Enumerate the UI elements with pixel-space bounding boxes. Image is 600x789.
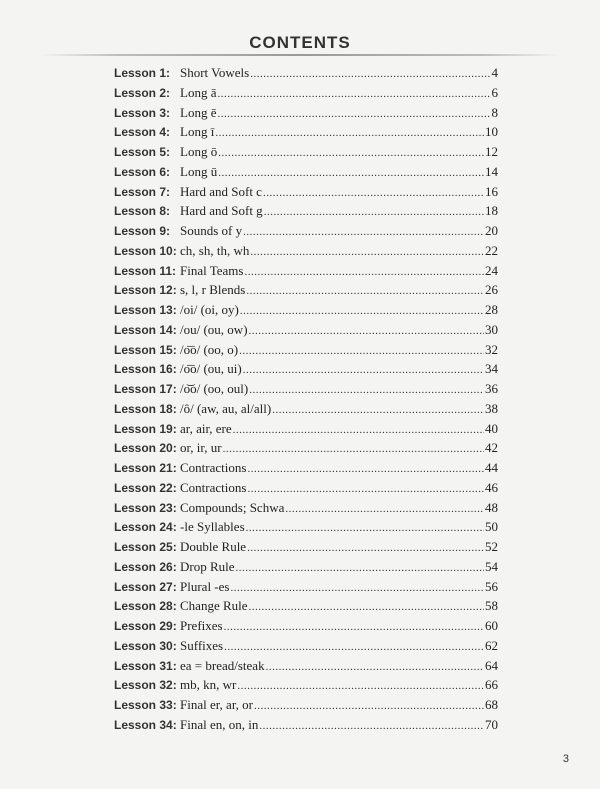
lesson-title: ea = bread/steak [180,657,265,673]
lesson-page-number: 64 [485,657,498,673]
dot-leader [215,124,484,144]
toc-entry [114,616,498,636]
lesson-title: or, ir, ur [180,440,222,456]
lesson-page-number: 36 [485,381,498,396]
lesson-title: Hard and Soft c [180,183,262,199]
dot-leader [244,263,484,283]
lesson-page-number: 42 [485,440,498,456]
dot-leader [240,302,484,322]
dot-leader [237,677,484,697]
lesson-page-number: 32 [485,341,498,357]
toc-entry [114,478,498,498]
lesson-title: /ou/ (ou, ow) [180,321,248,337]
dot-leader [246,282,484,302]
lesson-page-number: 28 [485,302,498,317]
toc-entry [114,261,498,281]
lesson-title: Contractions [180,479,247,495]
lesson-title: /oi/ (oi, oy) [180,302,239,317]
lesson-label: Lesson 14: [114,322,177,337]
lesson-page-number: 22 [485,242,498,258]
lesson-page-number: 52 [485,539,498,554]
dot-leader [223,440,484,460]
lesson-page-number: 60 [485,618,498,633]
toc-entry [114,419,498,439]
toc-entry [114,103,498,123]
lesson-label: Lesson 6: [114,164,171,179]
toc-entry [114,379,498,399]
toc-entry [114,241,498,261]
toc-entry [114,162,498,182]
title-divider [40,54,560,56]
lesson-label: Lesson 10: [114,243,177,258]
toc-entry [114,458,498,478]
dot-leader [259,717,484,737]
lesson-title: Plural -es [180,578,230,594]
toc-entry [114,577,498,597]
lesson-title: Final Teams [180,262,244,278]
lesson-title: /o͞o/ (ou, ui) [180,361,242,377]
lesson-page-number: 62 [485,637,498,653]
lesson-title: mb, kn, wr [180,677,237,693]
dot-leader [246,519,484,539]
lesson-label: Lesson 29: [114,619,177,633]
dot-leader [250,65,490,85]
lesson-title: /ô/ (aw, au, al/all) [180,400,272,416]
toc-entry [114,63,498,83]
lesson-page-number: 66 [485,677,498,693]
lesson-page-number: 4 [491,65,498,80]
lesson-title: Contractions [180,460,247,475]
toc-entry [114,498,498,518]
lesson-label: Lesson 33: [114,698,177,712]
lesson-label: Lesson 7: [114,184,171,199]
lesson-title: Hard and Soft g [180,203,263,219]
dot-leader [224,618,484,638]
lesson-label: Lesson 22: [114,480,177,495]
lesson-label: Lesson 19: [114,421,177,436]
lesson-label: Lesson 26: [114,559,177,574]
lesson-label: Lesson 21: [114,461,177,475]
toc-entry [114,300,498,320]
page-title: CONTENTS [249,33,351,52]
lesson-label: Lesson 9: [114,224,171,238]
dot-leader [250,243,484,263]
dot-leader [247,460,484,480]
lesson-label: Lesson 18: [114,401,177,416]
lesson-label: Lesson 34: [114,717,177,732]
dot-leader [249,381,484,401]
lesson-title: /o͝o/ (oo, oul) [180,381,249,396]
toc-entry [114,399,498,419]
lesson-label: Lesson 12: [114,283,177,298]
dot-leader [243,223,484,243]
lesson-page-number: 6 [491,84,498,100]
lesson-page-number: 20 [485,223,498,238]
lesson-title: Suffixes [180,637,224,653]
lesson-label: Lesson 17: [114,382,177,396]
lesson-label: Lesson 2: [114,85,171,100]
toc-entry [114,142,498,162]
lesson-label: Lesson 5: [114,145,171,159]
dot-leader [217,85,490,105]
lesson-page-number: 58 [485,598,498,614]
dot-leader [249,598,484,618]
toc-entry [114,182,498,202]
lesson-label: Lesson 31: [114,658,177,673]
dot-leader [264,203,484,223]
lesson-label: Lesson 20: [114,441,177,456]
lesson-title: Double Rule [180,539,247,554]
lesson-title: Drop Rule [180,558,235,574]
lesson-label: Lesson 8: [114,204,171,219]
lesson-page-number: 54 [485,558,498,574]
toc-entry [114,537,498,557]
lesson-page-number: 26 [485,282,498,298]
lesson-page-number: 12 [485,144,498,159]
lesson-title: Change Rule [180,598,248,614]
dot-leader [254,697,484,717]
lesson-label: Lesson 13: [114,303,177,317]
page-number: 3 [562,753,569,765]
lesson-label: Lesson 1: [114,66,171,80]
toc-entry [114,715,498,735]
lesson-page-number: 18 [485,203,498,219]
lesson-title: Final en, on, in [180,716,259,732]
toc-entry [114,320,498,340]
lesson-page-number: 48 [485,499,498,515]
toc-entry [114,83,498,103]
lesson-title: Long ē [180,104,217,120]
toc-entry [114,695,498,715]
toc-entry [114,122,498,142]
dot-leader [236,559,484,579]
dot-leader [249,322,484,342]
lesson-page-number: 14 [485,163,498,179]
dot-leader [285,500,484,520]
lesson-label: Lesson 32: [114,678,177,693]
toc-entry [114,596,498,616]
dot-leader [272,401,484,421]
dot-leader [233,421,484,441]
lesson-title: Long ū [180,163,218,179]
lesson-title: /o͞o/ (oo, o) [180,341,239,357]
dot-leader [230,579,484,599]
lesson-page-number: 44 [485,460,498,475]
lesson-label: Lesson 25: [114,540,177,554]
lesson-title: s, l, r Blends [180,282,246,298]
lesson-page-number: 68 [485,697,498,712]
toc-entry [114,359,498,379]
toc-entry [114,280,498,300]
lesson-title: Long ā [180,84,217,100]
toc-entry [114,557,498,577]
lesson-page-number: 34 [485,361,498,377]
lesson-page-number: 24 [485,262,498,278]
dot-leader [218,144,484,164]
lesson-title: Long ī [180,124,215,140]
toc-entry [114,656,498,676]
lesson-label: Lesson 27: [114,579,177,594]
toc-entry [114,201,498,221]
toc-entry [114,517,498,537]
lesson-title: Compounds; Schwa [180,499,285,515]
lesson-title: Long ō [180,144,218,159]
lesson-page-number: 50 [485,519,498,535]
lesson-title: -le Syllables [180,519,245,535]
lesson-page-number: 10 [485,124,498,140]
toc-entry [114,438,498,458]
lesson-page-number: 38 [485,400,498,416]
dot-leader [239,342,484,362]
lesson-title: Final er, ar, or [180,697,253,712]
table-of-contents [114,63,498,735]
lesson-label: Lesson 24: [114,520,177,535]
lesson-page-number: 56 [485,578,498,594]
lesson-page-number: 8 [491,104,498,120]
lesson-title: Short Vowels [180,65,250,80]
lesson-label: Lesson 28: [114,599,177,614]
lesson-title: ar, air, ere [180,420,232,436]
lesson-label: Lesson 15: [114,342,177,357]
lesson-title: ch, sh, th, wh [180,242,250,258]
toc-entry [114,675,498,695]
dot-leader [217,105,490,125]
toc-entry [114,221,498,241]
lesson-label: Lesson 16: [114,362,177,377]
lesson-page-number: 70 [485,716,498,732]
toc-entry [114,636,498,656]
lesson-label: Lesson 30: [114,638,177,653]
lesson-page-number: 30 [485,321,498,337]
toc-entry [114,340,498,360]
lesson-title: Prefixes [180,618,223,633]
lesson-title: Sounds of y [180,223,243,238]
lesson-label: Lesson 3: [114,105,171,120]
dot-leader [247,539,484,559]
lesson-page-number: 40 [485,420,498,436]
lesson-label: Lesson 23: [114,500,177,515]
lesson-page-number: 46 [485,479,498,495]
dot-leader [266,658,484,678]
lesson-label: Lesson 4: [114,125,171,140]
lesson-page-number: 16 [485,183,498,199]
lesson-label: Lesson 11: [114,263,177,278]
dot-leader [263,184,484,204]
dot-leader [243,361,484,381]
